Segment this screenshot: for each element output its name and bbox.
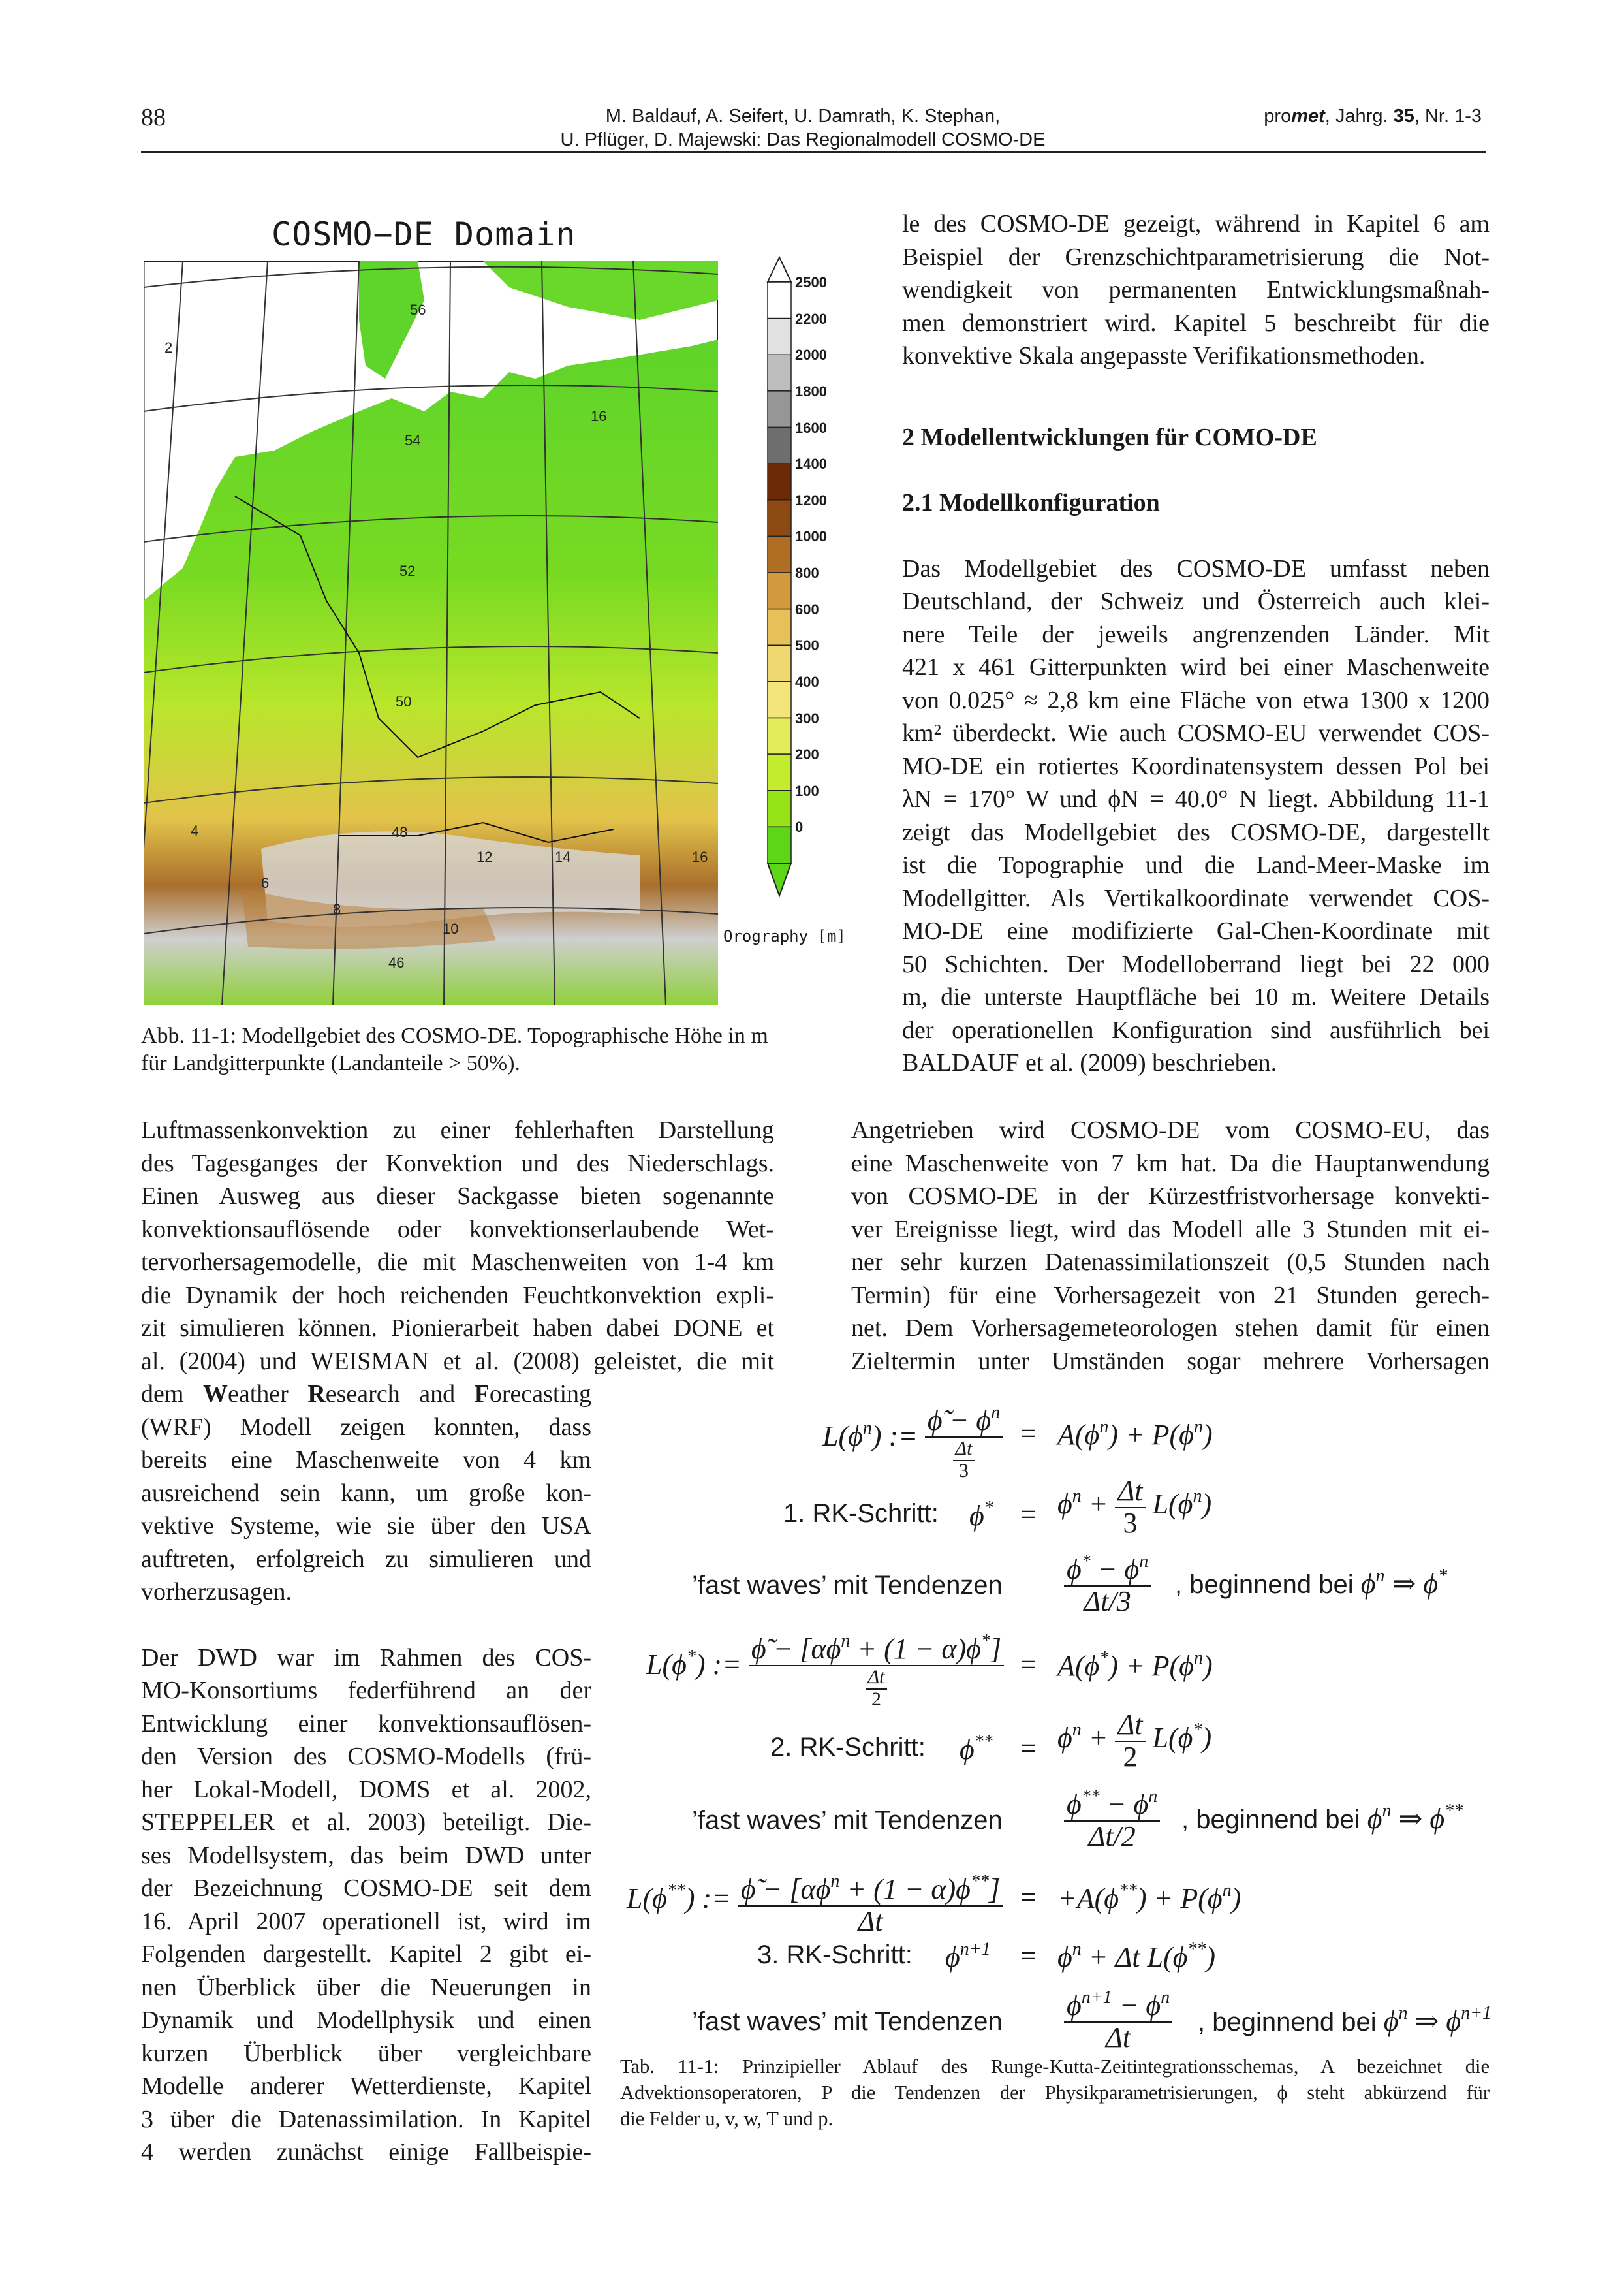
text-line: her Lokal-Modell, DOMS et al. 2002, <box>141 1775 591 1803</box>
text-line: zeigt das Modellgebiet des COSMO-DE, dargestellt <box>902 818 1490 846</box>
colorbar-tick-label: 800 <box>795 565 819 581</box>
eq-1-eq: = <box>1018 1417 1038 1449</box>
fast-waves-2-frac: $\frac{\phi^{**} - \phi^n}{\Delta t/2}$ <box>1064 1781 1160 1852</box>
colorbar-bottom-arrow <box>768 863 791 896</box>
text-line: Dynamik und Modellphysik und einen <box>141 2006 591 2034</box>
text-line: ver Ereignisse liegt, wird das Modell alle 3 Stunden mit ei- <box>851 1215 1490 1243</box>
text-line: konvektive Skala angepasste Verifikationsmethoden. <box>902 342 1426 370</box>
text-line: BALDAUF et al. (2009) beschrieben. <box>902 1049 1277 1077</box>
fast-waves-3-begin: , beginnend bei $\phi^n$ ⇒ $\phi^{n+1}$ <box>1198 2003 1492 2037</box>
text-line: 3 über die Datenassimilation. In Kapitel <box>141 2105 591 2133</box>
rk-step-3-rhs: $\phi^n + \Delta t$ L(ϕ**) <box>1057 1939 1216 1973</box>
lat-label-50: 50 <box>396 693 412 710</box>
text-line: Zieltermin unter Umständen sogar mehrere Vorhersagen <box>851 1347 1490 1375</box>
colorbar-segment <box>768 682 791 718</box>
text-line: MO-Konsortiums federführend an der <box>141 1677 591 1704</box>
fast-waves-1-frac: $\frac{\phi^* - \phi^n}{\Delta t/3}$ <box>1064 1546 1151 1617</box>
colorbar-tick-label: 1400 <box>795 456 827 473</box>
colorbar-segment <box>768 319 791 355</box>
colorbar-tick-label: 1000 <box>795 528 827 545</box>
lat-label-56: 56 <box>410 302 426 318</box>
colorbar-tick-label: 2000 <box>795 347 827 364</box>
text-line: tervorhersagemodelle, die mit Maschenweiten von 1-4 km <box>141 1248 774 1276</box>
colorbar-tick-label: 400 <box>795 673 819 690</box>
left-para-1-full <box>141 1114 774 1378</box>
orography-map <box>144 261 718 1005</box>
intro-continuation <box>902 208 1490 373</box>
wrf-line: dem Weather Research and Forecasting <box>141 1380 591 1408</box>
lat-label-46: 46 <box>388 955 405 971</box>
lat-label-54: 54 <box>405 432 421 449</box>
colorbar-tick-label: 0 <box>795 819 804 836</box>
text-line: die Felder u, v, w, T und p. <box>620 2108 834 2130</box>
eq-1-lhs: $L(\phi^n)$ := $\frac{\phĩ - \phi^n}{\frac{\Delta t}{3}}$ <box>822 1397 1003 1481</box>
fast-waves-2-begin: , beginnend bei $\phi^n$ ⇒ ϕ** <box>1181 1801 1463 1835</box>
text-line: ausreichend sein kann, um große kon- <box>141 1479 591 1507</box>
lon-label-16-right: 16 <box>692 849 708 865</box>
eq-3-eq: = <box>1018 1881 1038 1913</box>
text-line: MO-DE eine modifizierte Gal-Chen-Koordinate mit <box>902 917 1490 945</box>
colorbar-segment <box>768 645 791 682</box>
header-rule <box>141 151 1486 153</box>
text-line: eine Maschenweite von 7 km hat. Da die Hauptanwendung <box>851 1149 1490 1177</box>
colorbar-segment <box>768 609 791 646</box>
text-line: Modelle anderer Wetterdienste, Kapitel <box>141 2072 591 2100</box>
table-caption <box>620 2053 1490 2132</box>
text-line: km² überdeckt. Wie auch COSMO-EU verwendet COS- <box>902 720 1490 747</box>
text-line: konvektionsauflösende oder konvektionserlaubende Wet- <box>141 1215 774 1243</box>
eq-1-rhs: $A(\phi^n) + P(\phi^n)$ <box>1057 1417 1213 1451</box>
eq-2-rhs: $A(\phi^*) + P(\phi^n)$ <box>1057 1648 1213 1682</box>
text-line: Das Modellgebiet des COSMO-DE umfasst neben <box>902 554 1490 582</box>
rk-step-3-lhs: $\phi^{n+1}$ <box>945 1939 991 1973</box>
right-column-top-text <box>902 208 1490 1080</box>
rk-step-1-lhs: ϕ* <box>969 1498 993 1532</box>
text-line: λN = 170° W und ϕN = 40.0° N liegt. Abbildung 11-1 <box>902 785 1490 813</box>
colorbar-segment <box>768 391 791 428</box>
rk-step-1-rhs: $\phi^n$ + $\frac{\Delta t}{3}$ $L(\phi^n)$ <box>1057 1475 1212 1539</box>
fast-waves-1-label: ’fast waves’ mit Tendenzen <box>692 1571 1003 1600</box>
lat-label-52: 52 <box>399 563 416 579</box>
text-line: Termin) für eine Vorhersagezeit von 21 Stunden gerech- <box>851 1281 1490 1309</box>
colorbar-segment <box>768 573 791 609</box>
journal-rest: , Jahrg. <box>1324 106 1394 127</box>
colorbar-top-arrow <box>768 257 791 282</box>
figure-caption-line-2: für Landgitterpunkte (Landanteile > 50%). <box>141 1051 520 1075</box>
text-line: 421 x 461 Gitterpunkten wird bei einer Maschenweite <box>902 654 1490 681</box>
colorbar-tick-label: 2200 <box>795 310 827 327</box>
left-para-1-narrow <box>141 1411 591 1609</box>
colorbar-tick-label: 200 <box>795 746 819 763</box>
colorbar-segment <box>768 282 791 319</box>
text-line: Tab. 11-1: Prinzipieller Ablauf des Runge-Kutta-Zeitintegrationsschemas, A bezeichnet die <box>620 2055 1490 2078</box>
rk-step-2-lhs: ϕ** <box>960 1732 993 1765</box>
text-line: kurzen Überblick über vergleichbare <box>141 2039 591 2067</box>
modellkonfiguration-paragraph <box>902 552 1490 1080</box>
text-line: vorherzusagen. <box>141 1578 292 1606</box>
fast-waves-3-frac: $\frac{\phi^{n+1} - \phi^n}{\Delta t}$ <box>1064 1982 1172 2053</box>
text-line: nere Teile der jeweils angrenzenden Länder. Mit <box>902 620 1490 648</box>
figure-cosmo-de-domain <box>141 209 846 1019</box>
lon-label-14: 14 <box>555 849 571 865</box>
colorbar-segment <box>768 827 791 863</box>
text-line: wendigkeit von permanenten Entwicklungsmaßnah- <box>902 276 1490 304</box>
text-line: Beispiel der Grenzschichtparametrisierung die Not- <box>902 243 1490 271</box>
text-line: der operationellen Konfiguration sind ausführlich bei <box>902 1016 1490 1044</box>
journal-reference <box>1175 104 1482 128</box>
colorbar-segment <box>768 536 791 573</box>
text-line: Modellgitter. Als Vertikalkoordinate verwendet COS- <box>902 884 1490 912</box>
text-line: 4 werden zunächst einige Fallbeispie- <box>141 2138 591 2166</box>
text-line: ses Modellsystem, das beim DWD unter <box>141 1841 591 1869</box>
page-number: 88 <box>141 104 166 131</box>
text-line: die Dynamik der hoch reichenden Feuchtkonvektion expli- <box>141 1281 774 1309</box>
colorbar-segment <box>768 500 791 537</box>
colorbar-segment <box>768 355 791 391</box>
lon-label-12: 12 <box>476 849 493 865</box>
section-heading-2-1: 2.1 Modellkonfiguration <box>902 489 1160 516</box>
text-line: MO-DE ein rotiertes Koordinatensystem dessen Pol bei <box>902 752 1490 780</box>
text-line: den Version des COSMO-Modells (frü- <box>141 1743 591 1770</box>
colorbar <box>766 256 827 902</box>
rk-step-3-eq: = <box>1018 1940 1038 1972</box>
text-line: der Bezeichnung COSMO-DE seit dem <box>141 1875 591 1902</box>
colorbar-segment <box>768 428 791 464</box>
fast-waves-1-begin: , beginnend bei $\phi^n$ ⇒ ϕ* <box>1175 1566 1448 1600</box>
lon-label-4: 4 <box>191 823 199 839</box>
rk-step-1-label: 1. RK-Schritt: <box>783 1499 939 1528</box>
text-line: net. Dem Vorhersagemeteorologen stehen damit für einen <box>851 1314 1490 1342</box>
text-line: 16. April 2007 operationell ist, wird im <box>141 1907 591 1935</box>
journal-volume: 35 <box>1393 106 1414 127</box>
eq-3-lhs: L(ϕ**) := $\frac{\phĩ - [\alpha\phi^n + (1 - \alpha)\phi^{**}]}{\Delta t}$ <box>627 1866 1003 1937</box>
running-header-authors <box>496 104 1110 151</box>
rk-step-3-label: 3. RK-Schritt: <box>757 1940 913 1969</box>
lat-label-48: 48 <box>392 824 408 840</box>
figure-caption <box>141 1022 846 1077</box>
rk-step-2-eq: = <box>1018 1732 1038 1764</box>
text-line: von 0.025° ≈ 2,8 km eine Fläche von etwa 1300 x 1200 <box>902 686 1490 714</box>
colorbar-tick-label: 2500 <box>795 274 827 291</box>
text-line: ist die Topographie und die Land-Meer-Maske im <box>902 851 1490 879</box>
colorbar-segment <box>768 718 791 755</box>
text-line: Advektionsoperatoren, P die Tendenzen der Physikparametrisierungen, ϕ steht abkürzend für <box>620 2081 1490 2104</box>
authors-line-2: U. Pflüger, D. Majewski: Das Regionalmodell COSMO-DE <box>560 129 1046 150</box>
right-column-mid-text <box>851 1114 1490 1378</box>
runge-kutta-equations <box>587 1378 1495 2053</box>
fast-waves-2-label: ’fast waves’ mit Tendenzen <box>692 1806 1003 1835</box>
lon-label-2: 2 <box>164 340 173 356</box>
text-line: Deutschland, der Schweiz und Österreich auch klei- <box>902 588 1490 615</box>
colorbar-tick-label: 1200 <box>795 492 827 509</box>
text-line: le des COSMO-DE gezeigt, während in Kapitel 6 am <box>902 210 1490 238</box>
text-line: bereits eine Maschenweite von 4 km <box>141 1446 591 1474</box>
figure-title: COSMO−DE Domain <box>272 215 576 253</box>
rk-step-2-rhs: $\phi^n$ + $\frac{\Delta t}{2}$ L(ϕ*) <box>1057 1709 1212 1773</box>
journal-met: met <box>1291 106 1325 127</box>
lon-label-16-top: 16 <box>591 408 607 424</box>
journal-issue: , Nr. 1-3 <box>1414 106 1482 127</box>
text-line: Entwicklung einer konvektionsauflösen- <box>141 1709 591 1737</box>
authors-line-1: M. Baldauf, A. Seifert, U. Damrath, K. Stephan, <box>605 106 1001 127</box>
colorbar-segment <box>768 464 791 500</box>
lon-label-10: 10 <box>443 921 459 937</box>
text-line: (WRF) Modell zeigen konnten, dass <box>141 1413 591 1441</box>
section-heading-2: 2 Modellentwicklungen für COMO-DE <box>902 423 1317 451</box>
rk-step-2-label: 2. RK-Schritt: <box>770 1733 926 1762</box>
journal-pro: pro <box>1264 106 1292 127</box>
text-line: auftreten, erfolgreich zu simulieren und <box>141 1545 591 1573</box>
fast-waves-3-label: ’fast waves’ mit Tendenzen <box>692 2007 1003 2036</box>
lon-label-8: 8 <box>333 901 341 917</box>
text-line: Der DWD war im Rahmen des COS- <box>141 1643 591 1671</box>
colorbar-tick-label: 1600 <box>795 419 827 436</box>
text-line: m, die unterste Hauptfläche bei 10 m. Weitere Details <box>902 983 1490 1011</box>
text-line: Einen Ausweg aus dieser Sackgasse bieten sogenannte <box>141 1182 774 1210</box>
text-line: vektive Systeme, wie sie über den USA <box>141 1512 591 1540</box>
text-line: al. (2004) und WEISMAN et al. (2008) geleistet, die mit <box>141 1347 774 1375</box>
lon-label-6: 6 <box>261 875 270 891</box>
text-line: des Tagesganges der Konvektion und des Niederschlags. <box>141 1149 774 1177</box>
eq-3-rhs: $+A(\phi^{**}) + P(\phi^n)$ <box>1057 1880 1241 1914</box>
text-line: men demonstriert wird. Kapitel 5 beschreibt für die <box>902 309 1490 337</box>
text-line: STEPPELER et al. 2003) beteiligt. Die- <box>141 1809 591 1836</box>
text-line: Luftmassenkonvektion zu einer fehlerhaften Darstellung <box>141 1116 774 1144</box>
rk-step-1-eq: = <box>1018 1498 1038 1530</box>
colorbar-segment <box>768 791 791 827</box>
eq-2-eq: = <box>1018 1649 1038 1681</box>
colorbar-tick-label: 500 <box>795 637 819 654</box>
colorbar-tick-label: 300 <box>795 710 819 727</box>
colorbar-tick-label: 600 <box>795 601 819 618</box>
text-line: ner sehr kurzen Datenassimilationszeit (0,5 Stunden nach <box>851 1248 1490 1276</box>
text-line: von COSMO-DE in der Kürzestfristvorhersage konvekti- <box>851 1182 1490 1210</box>
text-line: 50 Schichten. Der Modelloberrand liegt bei 22 000 <box>902 950 1490 978</box>
text-line: Angetrieben wird COSMO-DE vom COSMO-EU, das <box>851 1116 1490 1144</box>
colorbar-tick-label: 1800 <box>795 383 827 400</box>
text-line: zit simulieren können. Pionierarbeit haben dabei DONE et <box>141 1314 774 1342</box>
text-line: Folgenden dargestellt. Kapitel 2 gibt ei- <box>141 1940 591 1968</box>
figure-caption-line-1: Abb. 11-1: Modellgebiet des COSMO-DE. Topographische Höhe in m <box>141 1024 768 1048</box>
colorbar-title: Orography [m] <box>723 927 846 945</box>
colorbar-segment <box>768 754 791 791</box>
left-para-2 <box>141 1641 591 2169</box>
text-line: nen Überblick über die Neuerungen in <box>141 1973 591 2001</box>
colorbar-ticks <box>795 256 847 902</box>
colorbar-tick-label: 100 <box>795 782 819 799</box>
eq-2-lhs: L(ϕ*) := $\frac{\phĩ - [\alpha\phi^n + (1 - \alpha)\phi^*]}{\frac{\Delta t}{2}}$ <box>646 1626 1004 1709</box>
